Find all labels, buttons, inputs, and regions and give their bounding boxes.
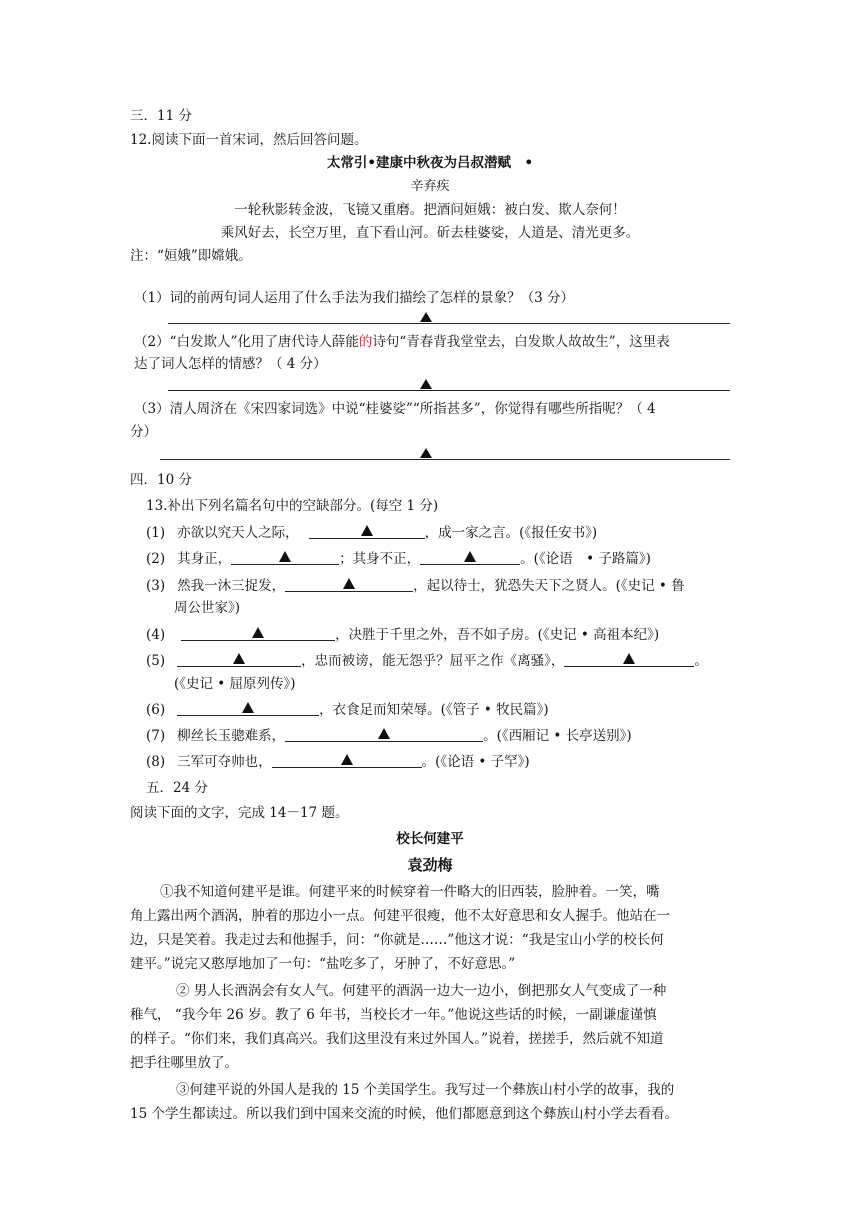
fill-blank[interactable] (420, 550, 520, 565)
fill-item: (5) ，忠而被谤，能无怨乎？屈平之作《离骚》， 。 (146, 653, 708, 669)
reading-intro: 阅读下面的文字，完成 14－17 题。 (130, 805, 349, 821)
fill-blank[interactable] (285, 577, 413, 592)
poem-author: 辛弃疾 (410, 179, 450, 194)
question-13-intro: 13.补出下列名篇名句中的空缺部分。(每空 1 分) (146, 498, 439, 514)
poem-note: 注：“姮娥”即嫦娥。 (130, 248, 252, 264)
fill-item: (2) 其身正， ；其身不正， 。(《论语 • 子路篇》) (146, 551, 651, 567)
fill-item: (3) 然我一沐三捉发， ，起以待士，犹恐失天下之贤人。(《史记 • 鲁 (146, 578, 685, 594)
fill-item: (8) 三军可夺帅也， 。(《论语 • 子罕》) (146, 754, 530, 770)
answer-line-2[interactable] (168, 390, 730, 391)
paragraph-2: ② 男人长酒涡会有女人气。何建平的酒涡一边大一边小，倒把那女人气变成了一种 稚气， “我今年 26 岁。教了 6 年书，当校长才一年。”他说这些话的时候，一副谦虚谨慎 的样子。“你们来，我们真高兴。我们这里没有来过外国人。”说着，搓搓手，然后就不知道 把手往哪里放了。 (130, 983, 667, 1071)
fill-blank[interactable] (285, 727, 483, 742)
answer-line-3[interactable] (160, 459, 730, 460)
fill-blank[interactable] (177, 701, 319, 716)
section-5-heading: 五．24 分 (146, 780, 208, 796)
fill-blank[interactable] (309, 524, 425, 539)
fill-blank[interactable] (272, 753, 422, 768)
paragraph-3: ③何建平说的外国人是我的 15 个美国学生。我写过一个彝族山村小学的故事，我的 15 个学生都读过。所以我们到中国来交流的时候，他们都愿意到这个彝族山村小学去看看。 (130, 1082, 678, 1122)
fill-blank[interactable] (181, 626, 335, 641)
fill-blank[interactable] (231, 550, 339, 565)
poem-title: 太常引•建康中秋夜为吕叔潜赋 • (326, 155, 534, 171)
answer-marker-icon (420, 379, 432, 389)
paragraph-1: ①我不知道何建平是谁。何建平来的时候穿着一件略大的旧西装，脸肿着。一笑，嘴 角上露出两个酒涡，肿着的那边小一点。何建平很瘦，他不太好意思和女人握手。他站在一 边，只是笑着。我走过去和他握手，问：“你就是……”他这才说：“我是宝山小学的校长何 建平。”说完又憨厚地加了一句：“盐吃多了，牙肿了，不好意思。” (130, 884, 670, 972)
fill-item-continuation: (《史记 • 屈原列传》) (174, 676, 296, 692)
question-12-3-line-1: （3）清人周济在《宋四家词选》中说“桂婆娑”“所指甚多”，你觉得有哪些所指呢？（ 4 (134, 401, 656, 417)
answer-marker-icon (420, 312, 432, 322)
article-author: 袁劲梅 (407, 856, 453, 874)
section-4-heading: 四．10 分 (130, 472, 192, 488)
question-12-2-line-2: 达了词人怎样的情感？（ 4 分） (134, 356, 327, 372)
fill-blank[interactable] (564, 652, 694, 667)
question-12-intro: 12.阅读下面一首宋词，然后回答问题。 (130, 132, 368, 148)
fill-item: (7) 柳丝长玉骢难系， 。(《西厢记 • 长亭送别》) (146, 728, 632, 744)
question-12-1: （1）词的前两句词人运用了什么手法为我们描绘了怎样的景象？（3 分） (134, 290, 574, 306)
answer-line-1[interactable] (168, 323, 730, 324)
fill-item: (6) ，衣食足而知荣辱。(《管子 • 牧民篇》) (146, 702, 549, 718)
answer-marker-icon (420, 448, 432, 458)
poem-line-1: 一轮秋影转金波，飞镜又重磨。把酒问姮娥：被白发、欺人奈何！ (234, 202, 626, 218)
fill-item-continuation: 周公世家》) (174, 600, 241, 616)
question-12-3-line-2: 分） (130, 424, 157, 440)
poem-line-2: 乘风好去，长空万里，直下看山河。斫去桂婆娑，人道是、清光更多。 (220, 225, 640, 241)
article-title: 校长何建平 (396, 831, 464, 847)
fill-blank[interactable] (177, 652, 301, 667)
section-3-heading: 三．11 分 (130, 108, 192, 124)
question-12-2-line-1: （2）“白发欺人”化用了唐代诗人薛能的诗句“青春背我堂堂去，白发欺人故故生”，这里表 (134, 334, 670, 350)
fill-item: (1) 亦欲以究天人之际， ，成一家之言。(《报任安书》) (146, 525, 598, 541)
fill-item: (4) ，决胜于千里之外，吾不如子房。(《史记 • 高祖本纪》) (146, 627, 660, 643)
